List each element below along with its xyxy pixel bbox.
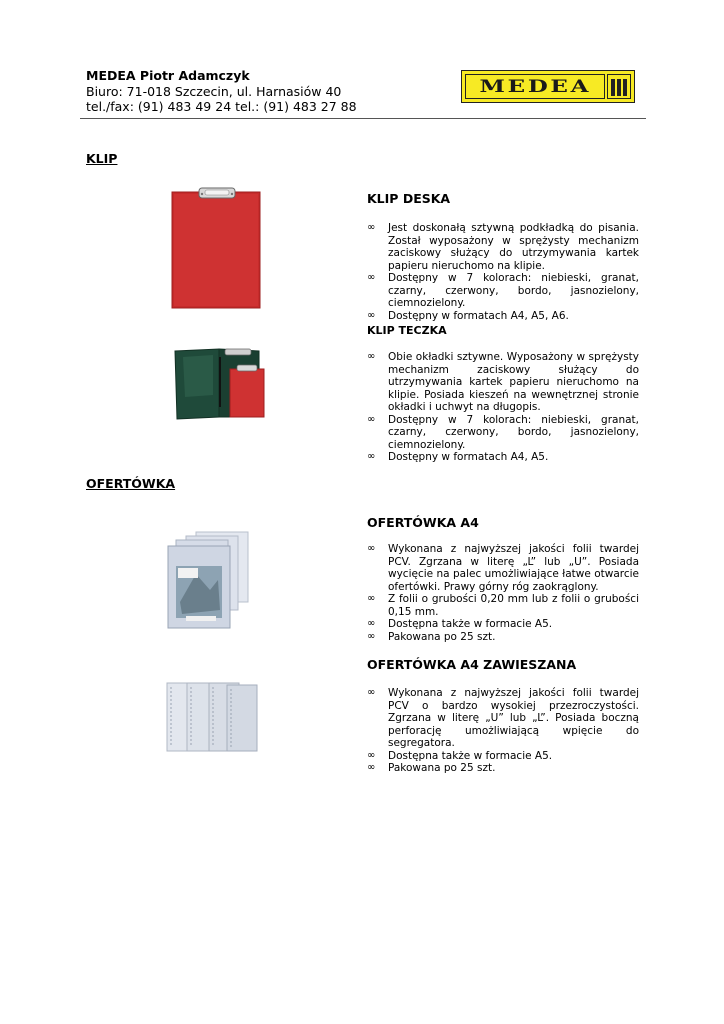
- ofertowka-a4-bullets: [367, 543, 639, 643]
- logo-symbol-icon: [607, 74, 631, 99]
- section-title-ofertowka: OFERTÓWKA: [86, 476, 176, 491]
- company-name: MEDEA Piotr Adamczyk: [86, 68, 250, 83]
- klip-deska-title: KLIP DESKA: [367, 191, 451, 206]
- list-item: ∞ Dostępny w 7 kolorach: niebieski, granat, czarny, czerwony, bordo, jasnozielony, ciemnozielony.: [367, 413, 639, 451]
- list-item: ∞ Pakowana po 25 szt.: [367, 630, 496, 643]
- klip-teczka-image: [173, 347, 268, 421]
- list-item: ∞ Obie okładki sztywne. Wyposażony w sprężysty mechanizm zaciskowy służący do utrzymywania kartek papieru nieruchomo na klipie. Posiada kieszeń na wewnętrznej stronie okładki i uchwyt na długopis.: [367, 351, 639, 413]
- list-item: ∞ Pakowana po 25 szt.: [367, 762, 496, 774]
- medea-logo: [461, 70, 635, 103]
- ofertowka-zawieszana-image: [165, 681, 260, 753]
- klip-teczka-bullets: [367, 351, 639, 464]
- company-phones: tel./fax: (91) 483 49 24 tel.: (91) 483 27 88: [86, 99, 357, 114]
- ofertowka-zawieszana-bullets: [367, 687, 639, 775]
- ofertowka-a4-image: [166, 530, 251, 630]
- list-item: ∞ Dostępny w formatach A4, A5.: [367, 451, 549, 463]
- company-address: Biuro: 71-018 Szczecin, ul. Harnasiów 40: [86, 84, 342, 99]
- klip-deska-image: [170, 186, 265, 310]
- list-item: ∞ Wykonana z najwyższej jakości folii twardej PCV o bardzo wysokiej przezroczystości. Zgrzana w literę „U” lub „L”. Posiada boczną perforację umożliwiającą wpięcie do segregatora.: [367, 687, 639, 749]
- ofertowka-zawieszana-title: OFERTÓWKA A4 ZAWIESZANA: [367, 657, 577, 672]
- logo-wordmark: MEDEA: [465, 74, 605, 99]
- list-item: ∞ Dostępna także w formacie A5.: [367, 618, 553, 630]
- klip-teczka-title: KLIP TECZKA: [367, 324, 447, 337]
- list-item: ∞ Dostępny w formatach A4, A5, A6.: [367, 309, 569, 322]
- list-item: ∞ Z folii o grubości 0,20 mm lub z folii o grubości 0,15 mm.: [367, 593, 639, 618]
- ofertowka-a4-title: OFERTÓWKA A4: [367, 515, 479, 530]
- list-item: ∞ Wykonana z najwyższej jakości folii twardej PCV. Zgrzana w literę „L” lub „U”. Posiada wycięcie na palec umożliwiające łatwe otwarcie ofertówki. Prawy górny róg zaokrąglony.: [367, 543, 639, 593]
- list-item: ∞ Dostępna także w formacie A5.: [367, 749, 553, 762]
- list-item: ∞ Dostępny w 7 kolorach: niebieski, granat, czarny, czerwony, bordo, jasnozielony, ciemnozielony.: [367, 272, 639, 309]
- klip-deska-bullets: [367, 222, 639, 322]
- section-title-klip: KLIP: [86, 151, 118, 166]
- header-divider: [80, 118, 646, 119]
- list-item: ∞ Jest doskonałą sztywną podkładką do pisania. Został wyposażony w sprężysty mechanizm zaciskowy służący do utrzymywania kartek papieru nieruchomo na klipie.: [367, 222, 639, 272]
